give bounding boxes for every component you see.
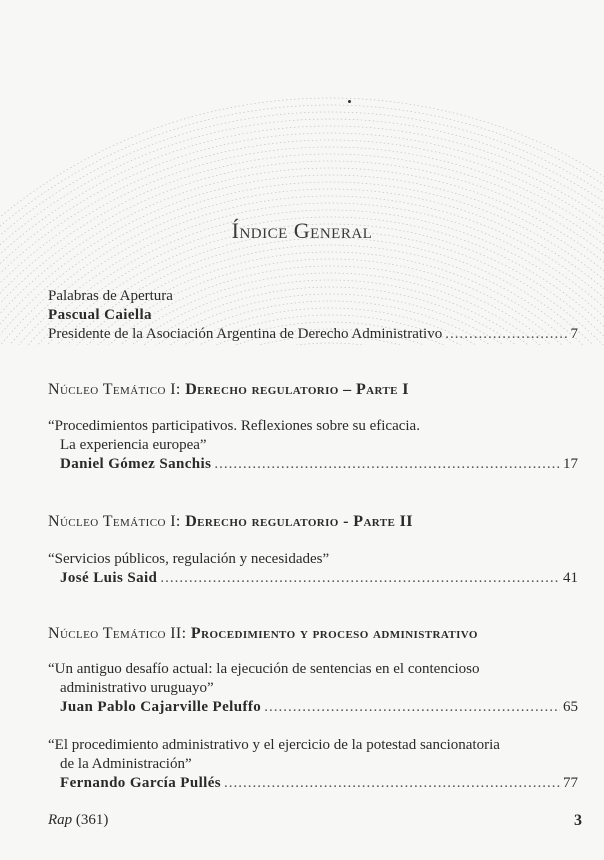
- section-3-entry-2[interactable]: [48, 736, 578, 793]
- page-number: 77: [563, 775, 578, 791]
- entry-title-line: de la Administración”: [60, 756, 192, 772]
- dot-leader: [160, 569, 560, 588]
- section-1: [48, 380, 578, 399]
- entry-author: Daniel Gómez Sanchis: [60, 456, 212, 472]
- opening-role: Presidente de la Asociación Argentina de Derecho Administrativo: [48, 326, 443, 342]
- folio-number: 3: [574, 812, 582, 829]
- section-heading: Núcleo Temático I: Derecho regulatorio – Parte I: [48, 381, 409, 398]
- entry-title-line: La experiencia europea”: [60, 437, 207, 453]
- page-number: 7: [570, 326, 578, 342]
- entry-author: Fernando García Pullés: [60, 775, 222, 791]
- page-number: 65: [563, 699, 578, 715]
- page-footer: [48, 812, 582, 830]
- opening-label: Palabras de Apertura: [48, 288, 173, 304]
- dot-leader: [214, 455, 560, 474]
- entry-author: José Luis Said: [60, 570, 158, 586]
- section-heading: Núcleo Temático II: Procedimiento y proceso administrativo: [48, 625, 478, 642]
- section-3-entry-1[interactable]: [48, 660, 578, 717]
- page-number: 17: [563, 456, 578, 472]
- page-title: Índice General: [231, 218, 373, 243]
- entry-author-row: [48, 698, 578, 717]
- entry-author-row: [48, 774, 578, 793]
- dot-leader: [445, 325, 567, 344]
- journal-reference: Rap (361): [48, 812, 109, 828]
- section-1-entry-1[interactable]: [48, 417, 578, 474]
- entry-author: Juan Pablo Cajarville Peluffo: [60, 699, 262, 715]
- section-2: [48, 512, 578, 531]
- section-heading: Núcleo Temático I: Derecho regulatorio - Parte II: [48, 513, 413, 530]
- dot-leader: [224, 774, 560, 793]
- page-number: 41: [563, 570, 578, 586]
- entry-title-line: “El procedimiento administrativo y el ejercicio de la potestad sancionatoria: [48, 737, 500, 753]
- section-3: [48, 624, 578, 643]
- entry-title-line: “Un antiguo desafío actual: la ejecución de sentencias en el contencioso: [48, 661, 480, 677]
- dot-leader: [264, 698, 560, 717]
- entry-title-line: administrativo uruguayo”: [60, 680, 214, 696]
- section-2-entry-1[interactable]: [48, 550, 578, 588]
- entry-author-row: [48, 455, 578, 474]
- opening-block: [48, 287, 578, 344]
- ink-dot: [348, 100, 351, 103]
- entry-title-line: “Procedimientos participativos. Reflexiones sobre su eficacia.: [48, 418, 420, 434]
- entry-title-line: “Servicios públicos, regulación y necesidades”: [48, 551, 330, 567]
- opening-entry[interactable]: [48, 325, 578, 344]
- opening-author: Pascual Caiella: [48, 307, 152, 323]
- entry-author-row: [48, 569, 578, 588]
